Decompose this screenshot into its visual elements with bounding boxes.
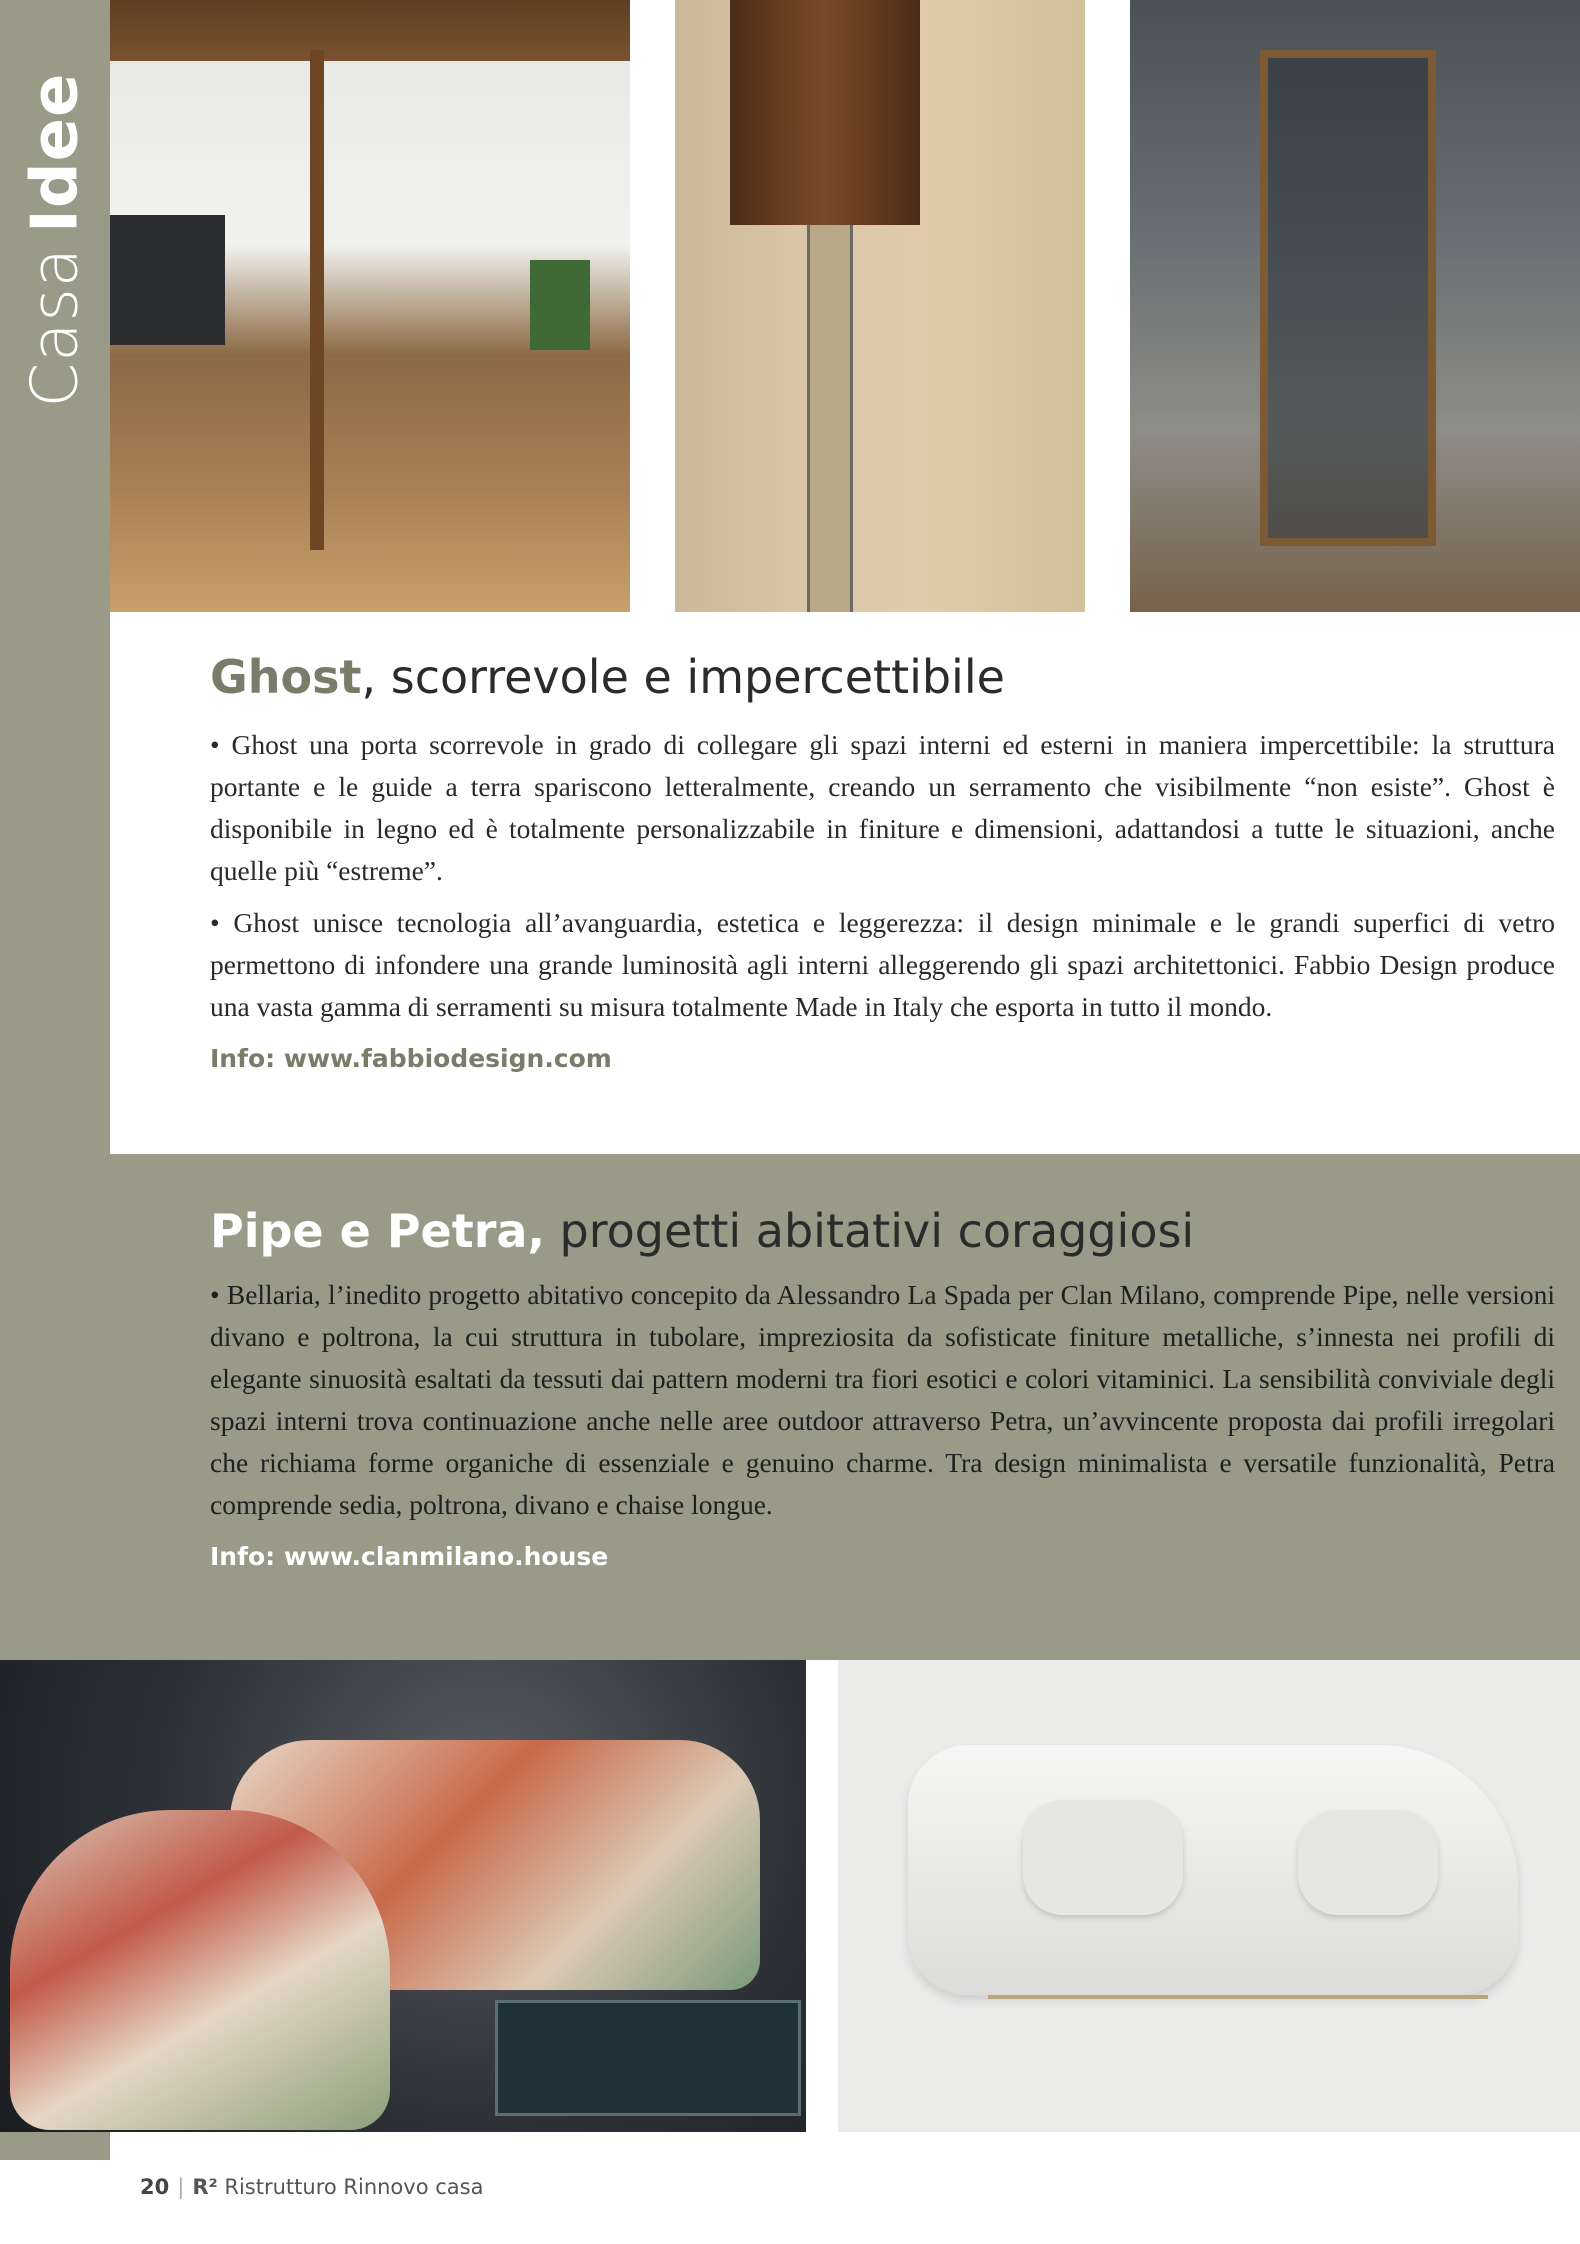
magazine-name: Ristrutturo Rinnovo casa — [224, 2175, 484, 2199]
photo-detail — [730, 0, 920, 225]
photo-detail — [10, 1810, 390, 2130]
magazine-logo: R² — [192, 2175, 218, 2199]
photo-detail — [807, 225, 853, 612]
article-ghost-title — [210, 650, 1005, 704]
article-ghost-paragraph: • Ghost una porta scorrevole in grado di collegare gli spazi interni ed esterni in maniera impercettibile: la struttura portante e le guide a terra spariscono letteralmente, creando un serramento che visibilmente “non esiste”. Ghost è disponibile in legno ed è totalmente personalizzabile in finiture e dimensioni, adattandosi a tutte le situazioni, anche quelle più “estreme”. — [210, 729, 1555, 886]
article-pipe-petra-title — [210, 1204, 1194, 1258]
photo-detail — [495, 2000, 801, 2116]
article-pipe-petra-paragraph: • Bellaria, l’inedito progetto abitativo concepito da Alessandro La Spada per Clan Milano, comprende Pipe, nelle versioni divano e poltrona, la cui struttura in tubolare, impreziosita da sofisticate finiture metalliche, s’innesta nei profili di elegante sinuosità esaltati da tessuti dai pattern moderni tra fiori esotici e colori vitaminici. La sensibilità conviviale degli spazi interni trova continuazione anche nelle aree outdoor attraverso Petra, un’avvincente proposta dai profili irregolari che richiama forme organiche di essenziale e genuino charme. Tra design minimalista e versatile funzionalità, Petra comprende sedia, poltrona, divano e chaise longue. — [210, 1279, 1555, 1520]
photo-detail — [1023, 1800, 1183, 1915]
article-ghost-paragraph: • Ghost unisce tecnologia all’avanguardia, estetica e leggerezza: il design minimale e le grandi superfici di vetro permettono di infondere una grande luminosità agli interni alleggerendo gli spazi architettonici. Fabbio Design produce una vasta gamma di serramenti su misura totalmente Made in Italy che esporta in tutto il mondo. — [210, 907, 1555, 1022]
article-ghost-brand: Ghost — [210, 650, 362, 704]
section-label — [0, 0, 110, 480]
article-ghost-body — [210, 724, 1555, 1080]
photo-petra-sofa — [838, 1660, 1580, 2132]
photo-detail — [1298, 1810, 1438, 1915]
page-number: 20 — [140, 2175, 170, 2199]
article-pipe-petra-title-rest: progetti abitativi coraggiosi — [544, 1204, 1195, 1258]
section-label-light: Casa — [18, 246, 92, 408]
photo-detail — [310, 50, 324, 550]
photo-ghost-rail-detail — [675, 0, 1085, 612]
article-ghost-info-link[interactable]: Info: www.fabbiodesign.com — [210, 1044, 612, 1073]
photo-pipe-sofa — [0, 1660, 806, 2132]
photo-detail — [1260, 50, 1436, 546]
article-pipe-petra-body — [210, 1274, 1555, 1578]
photo-detail — [530, 260, 590, 350]
photo-detail — [988, 1995, 1488, 1999]
photo-detail — [110, 215, 225, 345]
article-pipe-petra-brand: Pipe e Petra, — [210, 1204, 545, 1258]
page-footer — [140, 2175, 483, 2199]
footer-separator: | — [177, 2175, 185, 2199]
photo-ghost-interior — [110, 0, 630, 612]
article-pipe-petra — [110, 1154, 1580, 1660]
photo-ghost-sliding-door — [1130, 0, 1580, 612]
article-pipe-petra-info-link[interactable]: Info: www.clanmilano.house — [210, 1542, 609, 1571]
article-ghost — [110, 612, 1580, 1154]
section-label-bold: Idee — [18, 72, 92, 233]
article-ghost-title-rest: , scorrevole e impercettibile — [361, 650, 1005, 704]
section-label-text — [18, 73, 92, 408]
